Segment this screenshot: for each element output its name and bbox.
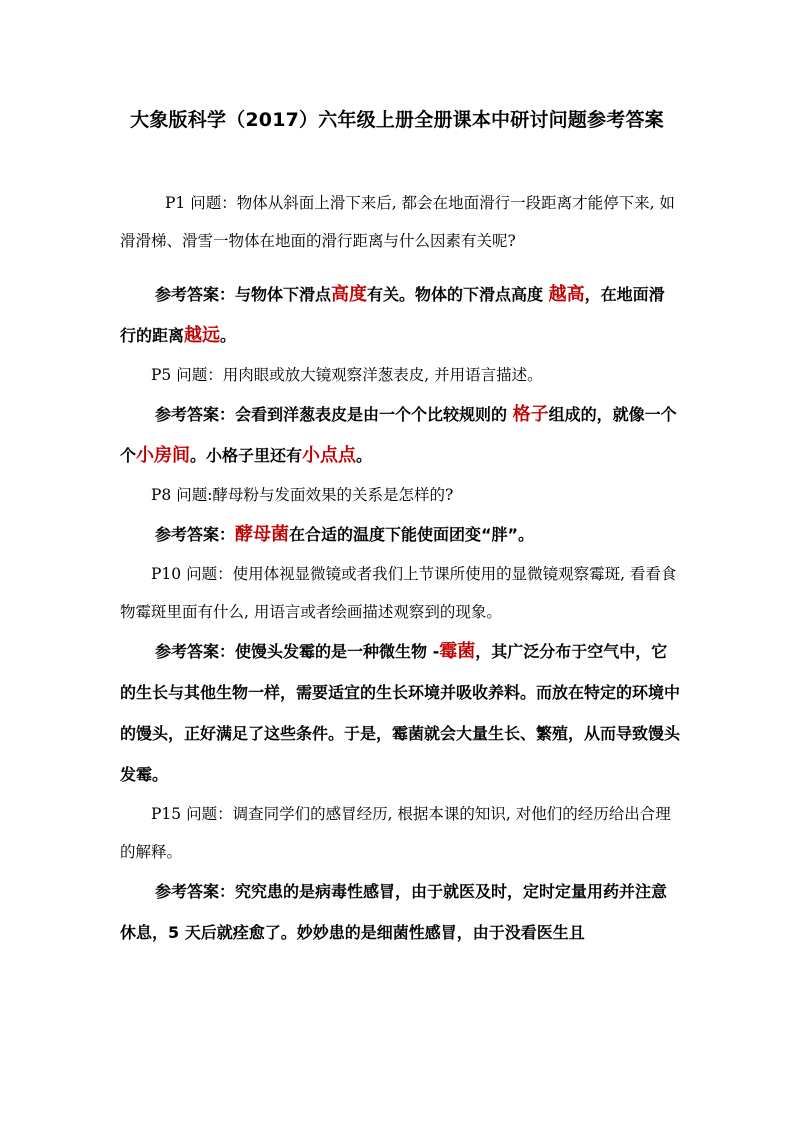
answer-p10 [120, 631, 680, 795]
answer-p15 [120, 871, 680, 953]
answer-p8 [120, 514, 680, 555]
page-title: 大象版科学（2017）六年级上册全册课本中研讨问题参考答案 [130, 109, 664, 131]
answer-text: 参考答案： [155, 525, 236, 544]
answer-text: 。 [220, 326, 237, 345]
question-p8: P8 问题:酵母粉与发面效果的关系是怎样的? [151, 486, 454, 504]
question-p1: P1 问题：物体从斜面上滑下来后, 都会在地面滑行一段距离才能停下来, 如滑滑梯、滑雪一物体在地面的滑行距离与什么因素有关呢? [120, 194, 675, 250]
answer-p5 [120, 394, 680, 476]
answer-p1 [120, 274, 680, 356]
answer-highlight: 高度 [331, 284, 368, 305]
answer-highlight: 霉菌 [439, 641, 476, 662]
answer-highlight: 小点点 [302, 445, 357, 466]
answer-text: 有关。物体的下滑点高度 [367, 285, 549, 304]
answer-text: 参考答案：与物体下滑点 [155, 285, 332, 304]
question-p5: P5 问题：用肉眼或放大镜观察洋葱表皮, 并用语言描述。 [151, 366, 543, 384]
answer-highlight: 越远 [184, 325, 221, 346]
answer-highlight: 酵母菌 [235, 524, 290, 545]
answer-text: ，在地面滑行的距离 [120, 285, 665, 345]
qa-content [120, 184, 680, 953]
answer-text: ，其广泛分布于空气中，它的生长与其他生物一样，需要适宜的生长环境并吸收养料。而放在特定的环境中的馒头，正好满足了这些条件。于是，霉菌就会大量生长、繁殖，从而导致馒头发霉。 [120, 642, 681, 784]
answer-text: 。 [356, 446, 373, 465]
answer-highlight: 越高 [548, 284, 585, 305]
answer-text: 。小格子里还有 [190, 446, 303, 465]
answer-text: 参考答案：会看到洋葱表皮是由一个个比较规则的 [155, 405, 513, 424]
question-p15: P15 问题：调查同学们的感冒经历, 根据本课的知识, 对他们的经历给出合理的解释。 [120, 805, 671, 861]
answer-text: 在合适的温度下能使面团变“胖”。 [289, 525, 535, 544]
answer-text: 参考答案：究究患的是病毒性感冒，由于就医及时，定时定量用药并注意休息，5 天后就痊愈了。妙妙患的是细菌性感冒，由于没看医生且 [120, 882, 668, 942]
answer-text: 参考答案：使馒头发霉的是一种微生物 - [155, 642, 440, 661]
question-p10: P10 问题：使用体视显微镜或者我们上节课所使用的显微镜观察霉斑, 看看食物霉斑里面有什么, 用语言或者绘画描述观察到的现象。 [120, 565, 677, 621]
answer-highlight: 小房间 [136, 445, 191, 466]
answer-text: 组成的，就像一个个 [120, 405, 677, 465]
answer-highlight: 格子 [512, 404, 549, 425]
